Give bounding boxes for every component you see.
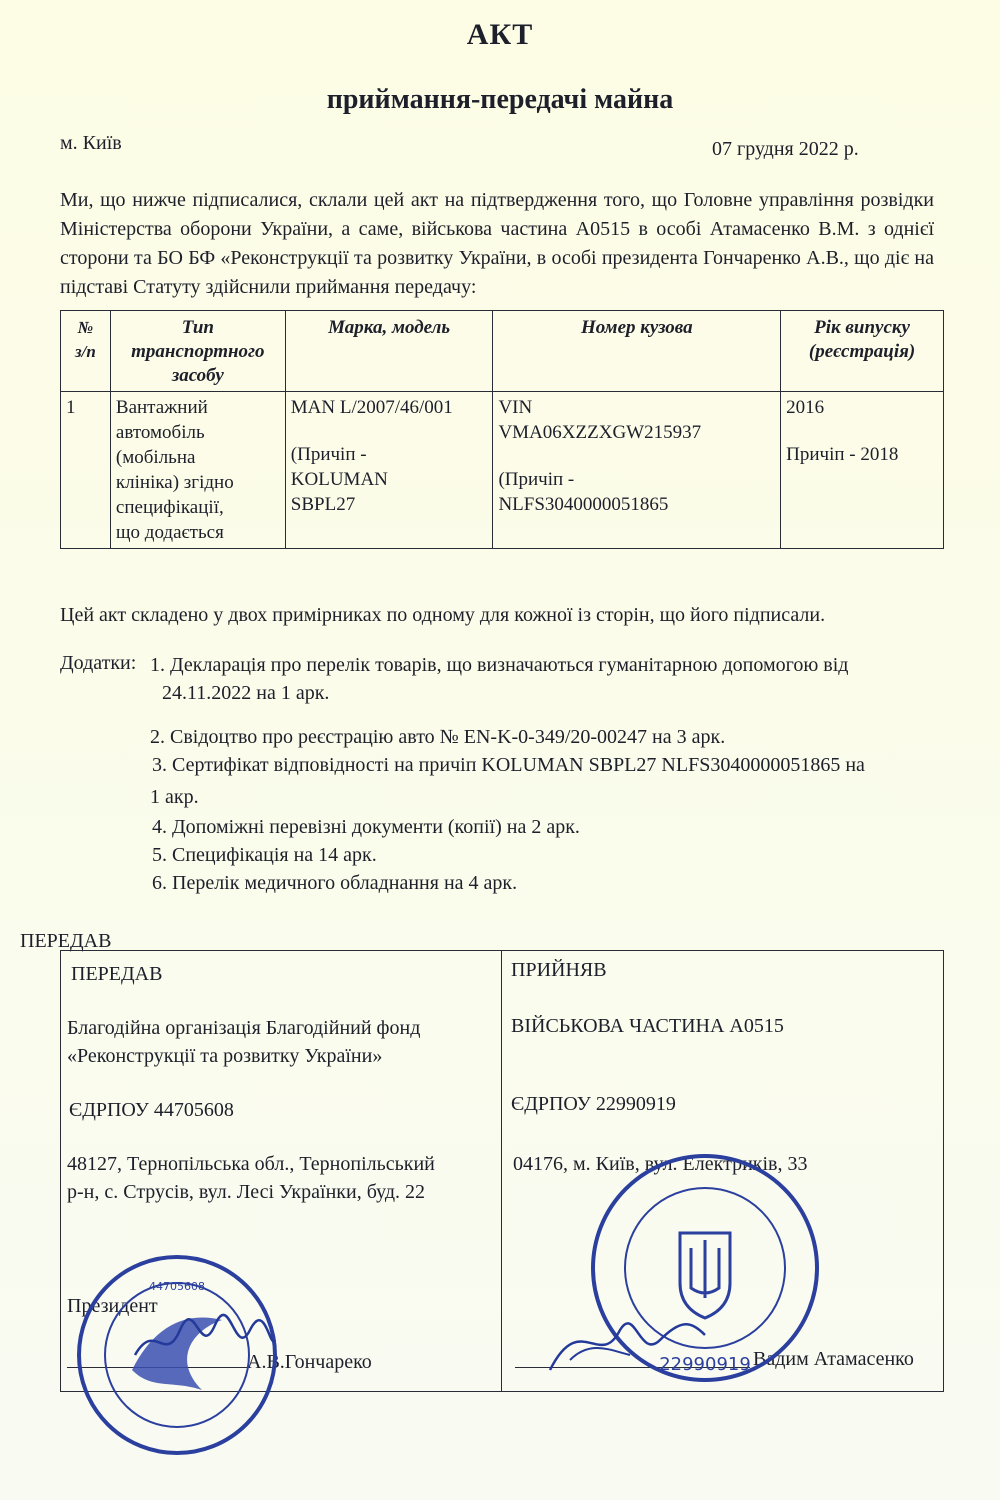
items-table — [60, 310, 944, 549]
header-model: Марка, модель — [285, 311, 493, 392]
copies-note: Цей акт складено у двох примірниках по одному для кожної із сторін, що його підписали. — [60, 604, 826, 626]
right-edrpou: ЄДРПОУ 22990919 — [511, 1093, 676, 1115]
right-signature-icon — [540, 1300, 710, 1380]
annex-item-1-cont: 24.11.2022 на 1 арк. — [162, 682, 330, 704]
right-party-label: ПРИЙНЯВ — [511, 959, 607, 981]
signatures-divider — [501, 951, 502, 1391]
left-address-line-2: р-н, с. Струсів, вул. Лесі Українки, буд. 22 — [67, 1181, 426, 1203]
right-address: 04176, м. Київ, вул. Електриків, 33 — [513, 1153, 808, 1175]
svg-text:22990919: 22990919 — [659, 1354, 751, 1375]
cell-year: 2016 Причіп - 2018 — [781, 392, 944, 549]
annex-item-1: 1. Декларація про перелік товарів, що визначаються гуманітарною допомогою від — [150, 654, 849, 676]
left-edrpou: ЄДРПОУ 44705608 — [69, 1099, 234, 1121]
left-org-line-2: «Реконструкції та розвитку України» — [67, 1045, 383, 1067]
left-party-label: ПЕРЕДАВ — [71, 963, 163, 985]
left-position: Президент — [67, 1295, 158, 1317]
document-place: м. Київ — [60, 132, 122, 154]
passed-label-top: ПЕРЕДАВ — [20, 930, 112, 952]
annex-item-3: 3. Сертифікат відповідності на причіп KOLUMAN SBPL27 NLFS3040000051865 на — [152, 754, 865, 776]
intro-paragraph: Ми, що нижче підписалися, склали цей акт на підтвердження того, що Головне управління розвідки Міністерства оборони України, а саме, військова частина А0515 в особі Атамасенко В.М. з однієї сторони та БО БФ «Реконструкції та розвитку України, в особі президента Гончаренко А.В., що діє на підставі Статуту здійснили приймання передачу: — [60, 189, 934, 298]
document-date: 07 грудня 2022 р. — [712, 138, 859, 160]
annex-item-3-cont: 1 акр. — [150, 786, 199, 808]
svg-text:44705608: 44705608 — [149, 1280, 205, 1293]
cell-num: 1 — [61, 392, 111, 549]
header-year: Рік випуску (реєстрація) — [781, 311, 944, 392]
table-row — [61, 392, 944, 549]
document-subtitle: приймання-передачі майна — [326, 84, 674, 115]
header-num: № з/п — [61, 311, 111, 392]
right-org: ВІЙСЬКОВА ЧАСТИНА А0515 — [511, 1015, 784, 1037]
header-body: Номер кузова — [493, 311, 781, 392]
annex-item-5: 5. Специфікація на 14 арк. — [152, 844, 377, 866]
table-header-row — [61, 311, 944, 392]
annex-label: Додатки: — [60, 652, 137, 674]
left-signature-icon — [130, 1310, 280, 1370]
document-title: АКТ — [466, 18, 534, 51]
cell-model: MAN L/2007/46/001 (Причіп - KOLUMAN SBPL27 — [285, 392, 493, 549]
left-org-line-1: Благодійна організація Благодійний фонд — [67, 1017, 421, 1039]
left-signer-name: А.В.Гончареко — [247, 1351, 372, 1373]
annex-item-6: 6. Перелік медичного обладнання на 4 арк. — [152, 872, 518, 894]
right-signer-name: Вадим Атамасенко — [753, 1348, 914, 1370]
cell-body-number: VIN VMA06XZZXGW215937 (Причіп - NLFS3040000051865 — [493, 392, 781, 549]
annex-item-4: 4. Допоміжні перевізні документи (копії) на 2 арк. — [152, 816, 580, 838]
cell-type: Вантажний автомобіль (мобільна клініка) згідно специфікації, що додається — [110, 392, 285, 549]
annex-item-2: 2. Свідоцтво про реєстрацію авто № EN-K-0-349/20-00247 на 3 арк. — [150, 726, 726, 748]
header-type: Тип транспортного засобу — [110, 311, 285, 392]
left-address-line-1: 48127, Тернопільська обл., Тернопільський — [67, 1153, 435, 1175]
